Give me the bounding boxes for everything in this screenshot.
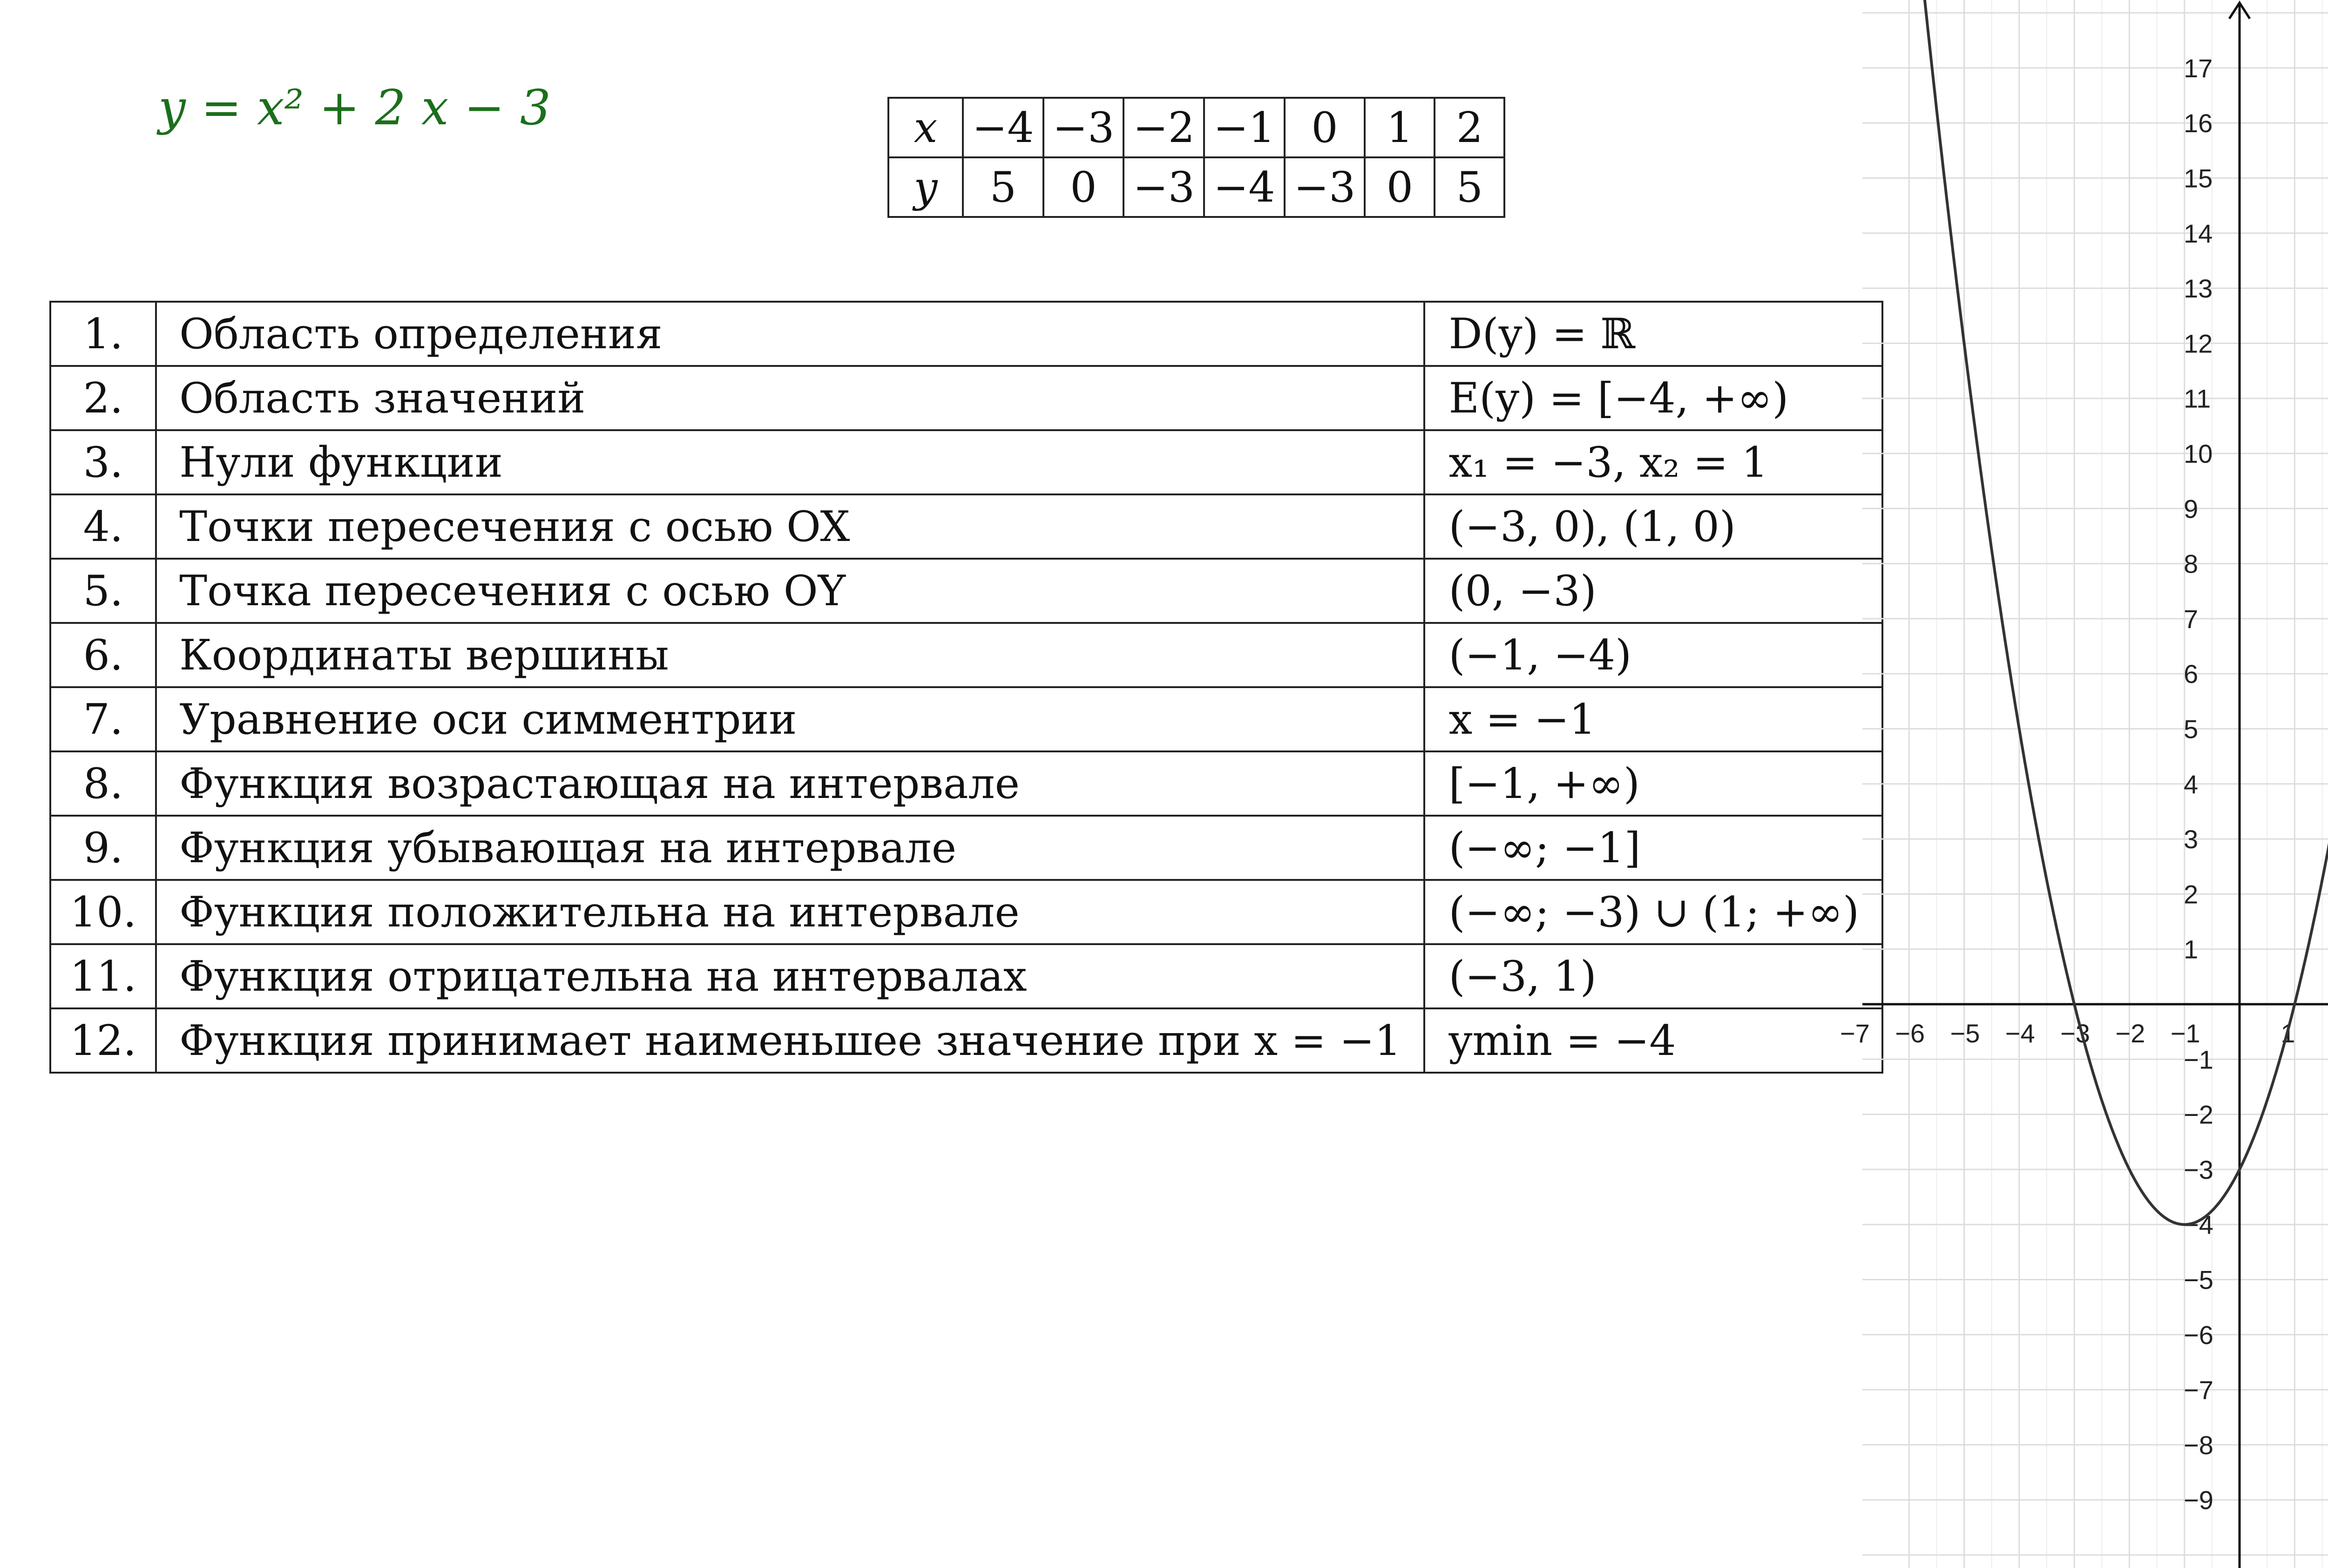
y-cell: 0 bbox=[1365, 157, 1435, 217]
x-cell: 1 bbox=[1365, 98, 1435, 157]
y-tick-label: 1 bbox=[2184, 934, 2199, 964]
y-tick-label: 11 bbox=[2184, 384, 2211, 413]
y-tick-label: 10 bbox=[2184, 439, 2213, 468]
y-tick-label: −9 bbox=[2184, 1485, 2213, 1515]
y-tick-label: −7 bbox=[2184, 1375, 2213, 1405]
y-tick-label: −2 bbox=[2184, 1100, 2213, 1129]
property-row bbox=[50, 816, 1882, 880]
x-tick-label: 1 bbox=[2281, 1019, 2295, 1048]
y-tick-label: 9 bbox=[2184, 494, 2199, 524]
property-number: 4. bbox=[50, 494, 156, 559]
property-value: E(y) = [−4, +∞) bbox=[1424, 366, 1882, 430]
y-tick-label: −6 bbox=[2184, 1320, 2213, 1350]
property-number: 7. bbox=[50, 687, 156, 751]
value-table-x-row bbox=[888, 98, 1504, 157]
y-cell: −3 bbox=[1123, 157, 1204, 217]
y-tick-label: −8 bbox=[2184, 1430, 2213, 1460]
y-cell: 0 bbox=[1043, 157, 1124, 217]
property-name: Нули функции bbox=[156, 430, 1424, 494]
value-table bbox=[887, 97, 1505, 218]
x-cell: −3 bbox=[1043, 98, 1124, 157]
property-name: Функция положительна на интервале bbox=[156, 880, 1424, 944]
property-name: Точка пересечения с осью OY bbox=[156, 559, 1424, 623]
properties-table bbox=[49, 301, 1883, 1074]
y-tick-label: 2 bbox=[2184, 879, 2199, 909]
property-value: (−∞; −1] bbox=[1424, 816, 1882, 880]
y-cell: 5 bbox=[1435, 157, 1504, 217]
property-value: (−3, 0), (1, 0) bbox=[1424, 494, 1882, 559]
property-row bbox=[50, 880, 1882, 944]
y-tick-label: −1 bbox=[2184, 1045, 2213, 1075]
y-tick-label: 3 bbox=[2184, 825, 2199, 854]
property-name: Функция принимает наименьшее значение при x = −1 bbox=[156, 1008, 1424, 1073]
y-tick-label: 17 bbox=[2184, 53, 2213, 83]
property-number: 8. bbox=[50, 751, 156, 816]
property-row bbox=[50, 559, 1882, 623]
property-name: Координаты вершины bbox=[156, 623, 1424, 687]
property-value: x = −1 bbox=[1424, 687, 1882, 751]
function-formula: y = x² + 2 x − 3 bbox=[158, 79, 551, 136]
property-number: 3. bbox=[50, 430, 156, 494]
property-name: Функция отрицательна на интервалах bbox=[156, 944, 1424, 1008]
y-tick-label: 8 bbox=[2184, 549, 2199, 579]
x-tick-label: −1 bbox=[2170, 1019, 2200, 1048]
x-tick-label: −3 bbox=[2060, 1019, 2090, 1048]
property-row bbox=[50, 430, 1882, 494]
x-tick-label: −5 bbox=[1950, 1019, 1980, 1048]
property-number: 1. bbox=[50, 302, 156, 366]
parabola-curve bbox=[1881, 0, 2328, 1224]
y-tick-label: 12 bbox=[2184, 329, 2213, 358]
x-tick-label: −2 bbox=[2115, 1019, 2145, 1048]
value-table-y-row bbox=[888, 157, 1504, 217]
property-row bbox=[50, 944, 1882, 1008]
property-name: Область определения bbox=[156, 302, 1424, 366]
property-number: 12. bbox=[50, 1008, 156, 1073]
y-cell: −4 bbox=[1204, 157, 1285, 217]
property-name: Функция возрастающая на интервале bbox=[156, 751, 1424, 816]
x-tick-label: −7 bbox=[1840, 1019, 1870, 1048]
property-value: x₁ = −3, x₂ = 1 bbox=[1424, 430, 1882, 494]
property-row bbox=[50, 302, 1882, 366]
parabola-graph[interactable] bbox=[1840, 0, 2328, 1568]
y-tick-label: 16 bbox=[2184, 108, 2213, 138]
y-tick-label: −5 bbox=[2184, 1265, 2213, 1295]
x-cell: −4 bbox=[963, 98, 1043, 157]
x-cell: −2 bbox=[1123, 98, 1204, 157]
property-name: Уравнение оси симментрии bbox=[156, 687, 1424, 751]
property-row bbox=[50, 687, 1882, 751]
property-number: 5. bbox=[50, 559, 156, 623]
property-number: 9. bbox=[50, 816, 156, 880]
property-value: [−1, +∞) bbox=[1424, 751, 1882, 816]
property-name: Область значений bbox=[156, 366, 1424, 430]
y-tick-label: 4 bbox=[2184, 769, 2199, 799]
x-cell: 2 bbox=[1435, 98, 1504, 157]
y-tick-label: 7 bbox=[2184, 604, 2199, 634]
property-number: 6. bbox=[50, 623, 156, 687]
property-name: Точки пересечения с осью OX bbox=[156, 494, 1424, 559]
y-tick-label: 6 bbox=[2184, 659, 2199, 689]
y-header: y bbox=[888, 157, 963, 217]
x-cell: −1 bbox=[1204, 98, 1285, 157]
y-tick-label: 15 bbox=[2184, 163, 2213, 193]
property-number: 2. bbox=[50, 366, 156, 430]
property-number: 10. bbox=[50, 880, 156, 944]
y-tick-label: −4 bbox=[2184, 1210, 2213, 1240]
y-tick-label: 13 bbox=[2184, 274, 2213, 304]
property-row bbox=[50, 366, 1882, 430]
property-value: ymin = −4 bbox=[1424, 1008, 1882, 1073]
property-value: (−∞; −3) ∪ (1; +∞) bbox=[1424, 880, 1882, 944]
y-tick-label: 5 bbox=[2184, 714, 2199, 744]
property-name: Функция убывающая на интервале bbox=[156, 816, 1424, 880]
property-row bbox=[50, 494, 1882, 559]
property-row bbox=[50, 623, 1882, 687]
y-tick-label: 14 bbox=[2184, 218, 2213, 248]
property-row bbox=[50, 751, 1882, 816]
x-cell: 0 bbox=[1285, 98, 1365, 157]
property-value: (0, −3) bbox=[1424, 559, 1882, 623]
y-cell: −3 bbox=[1285, 157, 1365, 217]
x-header: x bbox=[888, 98, 963, 157]
y-cell: 5 bbox=[963, 157, 1043, 217]
x-tick-label: −6 bbox=[1895, 1019, 1925, 1048]
property-number: 11. bbox=[50, 944, 156, 1008]
x-tick-label: −4 bbox=[2005, 1019, 2035, 1048]
y-tick-label: −3 bbox=[2184, 1155, 2213, 1184]
property-value: D(y) = ℝ bbox=[1424, 302, 1882, 366]
property-value: (−3, 1) bbox=[1424, 944, 1882, 1008]
property-value: (−1, −4) bbox=[1424, 623, 1882, 687]
property-row bbox=[50, 1008, 1882, 1073]
